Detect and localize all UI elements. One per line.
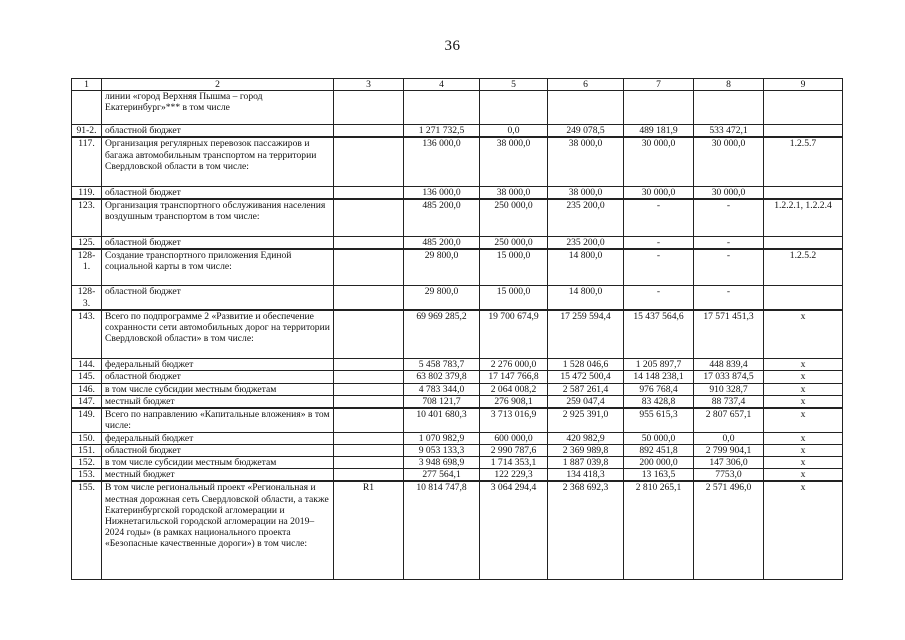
value-year-4: - [694, 199, 764, 236]
value-year-4: 7753,0 [694, 469, 764, 482]
value-year-3: 13 163,5 [624, 469, 694, 482]
value-year-3: 30 000,0 [624, 137, 694, 186]
row-number: 143. [72, 310, 102, 359]
column-header: 9 [764, 79, 843, 91]
value-year-3: - [624, 236, 694, 249]
value-year-4: 17 033 874,5 [694, 371, 764, 383]
row-code [334, 432, 404, 444]
value-year-3: 30 000,0 [624, 186, 694, 199]
table-row [72, 186, 843, 199]
value-total: 9 053 133,3 [404, 444, 480, 456]
table-row [72, 137, 843, 186]
value-year-4: 2 799 904,1 [694, 444, 764, 456]
row-code [334, 286, 404, 310]
target-reference: х [764, 383, 843, 395]
row-code [334, 186, 404, 199]
value-total: 277 564,1 [404, 469, 480, 482]
value-year-4: - [694, 236, 764, 249]
row-number: 145. [72, 371, 102, 383]
value-year-1: 122 229,3 [480, 469, 548, 482]
value-total: 485 200,0 [404, 236, 480, 249]
value-year-1: 250 000,0 [480, 236, 548, 249]
value-year-4: 910 328,7 [694, 383, 764, 395]
row-number: 117. [72, 137, 102, 186]
value-total: 10 814 747,8 [404, 481, 480, 579]
value-year-4: 88 737,4 [694, 395, 764, 408]
row-name: областной бюджет [102, 186, 334, 199]
column-header: 8 [694, 79, 764, 91]
value-year-1: 250 000,0 [480, 199, 548, 236]
row-code [334, 371, 404, 383]
row-code [334, 236, 404, 249]
target-reference: х [764, 371, 843, 383]
row-code [334, 125, 404, 138]
value-total: 4 783 344,0 [404, 383, 480, 395]
value-year-3: 14 148 238,1 [624, 371, 694, 383]
table-body [72, 91, 843, 580]
value-year-1: 38 000,0 [480, 137, 548, 186]
row-code [334, 395, 404, 408]
value-year-3: 892 451,8 [624, 444, 694, 456]
value-total: 136 000,0 [404, 186, 480, 199]
row-name: в том числе субсидии местным бюджетам [102, 456, 334, 468]
value-year-4: 448 839,4 [694, 359, 764, 371]
table-row [72, 432, 843, 444]
value-year-2 [548, 91, 624, 125]
value-year-2: 2 369 989,8 [548, 444, 624, 456]
value-year-3 [624, 91, 694, 125]
target-reference: х [764, 456, 843, 468]
value-year-3: 200 000,0 [624, 456, 694, 468]
value-year-1: 2 276 000,0 [480, 359, 548, 371]
row-name: Организация регулярных перевозок пассажиров и багажа автомобильным транспортом на территории Свердловской области в том числе: [102, 137, 334, 186]
value-year-3: 83 428,8 [624, 395, 694, 408]
row-number: 144. [72, 359, 102, 371]
value-total: 1 070 982,9 [404, 432, 480, 444]
value-total: 29 800,0 [404, 286, 480, 310]
row-code [334, 137, 404, 186]
column-header: 5 [480, 79, 548, 91]
column-header: 6 [548, 79, 624, 91]
table-row [72, 125, 843, 138]
row-number: 146. [72, 383, 102, 395]
row-name: Организация транспортного обслуживания населения воздушным транспортом в том числе: [102, 199, 334, 236]
value-year-3: - [624, 286, 694, 310]
value-total: 136 000,0 [404, 137, 480, 186]
row-code [334, 444, 404, 456]
row-name: линии «город Верхняя Пышма – город Екатеринбург»*** в том числе [102, 91, 334, 125]
value-year-1: 3 713 016,9 [480, 408, 548, 432]
page-number: 36 [444, 38, 461, 54]
row-name: Создание транспортного приложения Единой социальной карты в том числе: [102, 249, 334, 286]
target-reference [764, 125, 843, 138]
row-number: 150. [72, 432, 102, 444]
value-year-1: 1 714 353,1 [480, 456, 548, 468]
row-number: 149. [72, 408, 102, 432]
table-header-row [72, 79, 843, 91]
value-year-3: 489 181,9 [624, 125, 694, 138]
row-code [334, 310, 404, 359]
row-code [334, 456, 404, 468]
value-total: 63 802 379,8 [404, 371, 480, 383]
value-year-1: 19 700 674,9 [480, 310, 548, 359]
row-code: R1 [334, 481, 404, 579]
value-year-1: 2 990 787,6 [480, 444, 548, 456]
row-number: 119. [72, 186, 102, 199]
value-year-1: 2 064 008,2 [480, 383, 548, 395]
value-year-4: 0,0 [694, 432, 764, 444]
table-row [72, 408, 843, 432]
value-total: 29 800,0 [404, 249, 480, 286]
value-year-1: 276 908,1 [480, 395, 548, 408]
target-reference: х [764, 408, 843, 432]
target-reference: 1.2.5.7 [764, 137, 843, 186]
value-year-1: 600 000,0 [480, 432, 548, 444]
column-header: 3 [334, 79, 404, 91]
target-reference: 1.2.2.1, 1.2.2.4 [764, 199, 843, 236]
value-year-2: 17 259 594,4 [548, 310, 624, 359]
row-name: Всего по направлению «Капитальные вложения» в том числе: [102, 408, 334, 432]
row-name: областной бюджет [102, 286, 334, 310]
row-number: 151. [72, 444, 102, 456]
target-reference: х [764, 444, 843, 456]
value-year-1: 0,0 [480, 125, 548, 138]
value-year-2: 1 528 046,6 [548, 359, 624, 371]
table-row [72, 236, 843, 249]
row-code [334, 249, 404, 286]
value-year-2: 14 800,0 [548, 249, 624, 286]
target-reference: 1.2.5.2 [764, 249, 843, 286]
row-name: местный бюджет [102, 395, 334, 408]
value-year-1: 15 000,0 [480, 249, 548, 286]
column-header: 7 [624, 79, 694, 91]
table-row [72, 395, 843, 408]
value-year-2: 420 982,9 [548, 432, 624, 444]
row-code [334, 383, 404, 395]
row-code [334, 469, 404, 482]
value-total: 485 200,0 [404, 199, 480, 236]
value-total: 10 401 680,3 [404, 408, 480, 432]
row-number [72, 91, 102, 125]
row-name: местный бюджет [102, 469, 334, 482]
value-year-4: 17 571 451,3 [694, 310, 764, 359]
value-year-2: 14 800,0 [548, 286, 624, 310]
target-reference [764, 91, 843, 125]
value-year-1: 15 000,0 [480, 286, 548, 310]
target-reference: х [764, 481, 843, 579]
value-year-4: 533 472,1 [694, 125, 764, 138]
row-number: 147. [72, 395, 102, 408]
value-year-2: 235 200,0 [548, 236, 624, 249]
target-reference: х [764, 310, 843, 359]
row-number: 125. [72, 236, 102, 249]
row-code [334, 359, 404, 371]
value-year-2: 2 587 261,4 [548, 383, 624, 395]
table-row [72, 249, 843, 286]
row-number: 123. [72, 199, 102, 236]
value-year-4: - [694, 286, 764, 310]
value-year-4: 30 000,0 [694, 186, 764, 199]
target-reference [764, 286, 843, 310]
value-year-2: 1 887 039,8 [548, 456, 624, 468]
table-row [72, 481, 843, 579]
table-row [72, 383, 843, 395]
value-year-2: 38 000,0 [548, 137, 624, 186]
value-year-2: 235 200,0 [548, 199, 624, 236]
row-number: 128-3. [72, 286, 102, 310]
row-code [334, 199, 404, 236]
target-reference: х [764, 359, 843, 371]
table-row [72, 91, 843, 125]
row-name: в том числе субсидии местным бюджетам [102, 383, 334, 395]
column-header: 4 [404, 79, 480, 91]
value-year-3: 1 205 897,7 [624, 359, 694, 371]
table-row [72, 199, 843, 236]
row-name: областной бюджет [102, 371, 334, 383]
value-total: 708 121,7 [404, 395, 480, 408]
target-reference: х [764, 432, 843, 444]
value-year-4 [694, 91, 764, 125]
value-year-3: 976 768,4 [624, 383, 694, 395]
table-row [72, 444, 843, 456]
value-year-2: 249 078,5 [548, 125, 624, 138]
table-row [72, 371, 843, 383]
column-header: 1 [72, 79, 102, 91]
value-year-3: 50 000,0 [624, 432, 694, 444]
value-year-1: 17 147 766,8 [480, 371, 548, 383]
value-year-4: 30 000,0 [694, 137, 764, 186]
table-row [72, 456, 843, 468]
value-total: 69 969 285,2 [404, 310, 480, 359]
row-name: федеральный бюджет [102, 432, 334, 444]
value-year-2: 134 418,3 [548, 469, 624, 482]
row-code [334, 408, 404, 432]
value-year-2: 15 472 500,4 [548, 371, 624, 383]
value-year-4: - [694, 249, 764, 286]
table-row [72, 286, 843, 310]
row-number: 128-1. [72, 249, 102, 286]
value-total [404, 91, 480, 125]
value-year-2: 2 368 692,3 [548, 481, 624, 579]
value-year-4: 2 571 496,0 [694, 481, 764, 579]
row-number: 152. [72, 456, 102, 468]
value-year-4: 147 306,0 [694, 456, 764, 468]
value-year-2: 38 000,0 [548, 186, 624, 199]
value-year-1: 38 000,0 [480, 186, 548, 199]
column-header: 2 [102, 79, 334, 91]
row-name: федеральный бюджет [102, 359, 334, 371]
row-name: В том числе региональный проект «Региональная и местная дорожная сеть Свердловской области, а также Екатеринбургской городской агломерации и Нижнетагильской городской агломерации на 2019–2024 годы» (в рамках национального проекта «Безопасные качественные дороги») в том числе: [102, 481, 334, 579]
row-number: 155. [72, 481, 102, 579]
target-reference: х [764, 395, 843, 408]
value-year-2: 259 047,4 [548, 395, 624, 408]
value-year-3: - [624, 199, 694, 236]
value-year-3: - [624, 249, 694, 286]
value-total: 3 948 698,9 [404, 456, 480, 468]
value-year-4: 2 807 657,1 [694, 408, 764, 432]
value-year-3: 2 810 265,1 [624, 481, 694, 579]
table-row [72, 310, 843, 359]
row-name: областной бюджет [102, 444, 334, 456]
value-year-3: 15 437 564,6 [624, 310, 694, 359]
target-reference: х [764, 469, 843, 482]
row-name: Всего по подпрограмме 2 «Развитие и обеспечение сохранности сети автомобильных дорог на территории Свердловской области» в том числе: [102, 310, 334, 359]
target-reference [764, 186, 843, 199]
row-name: областной бюджет [102, 125, 334, 138]
row-code [334, 91, 404, 125]
row-name: областной бюджет [102, 236, 334, 249]
value-total: 5 458 783,7 [404, 359, 480, 371]
value-year-3: 955 615,3 [624, 408, 694, 432]
row-number: 91-2. [72, 125, 102, 138]
table-row [72, 469, 843, 482]
value-total: 1 271 732,5 [404, 125, 480, 138]
budget-table [71, 78, 843, 580]
value-year-2: 2 925 391,0 [548, 408, 624, 432]
value-year-1: 3 064 294,4 [480, 481, 548, 579]
value-year-1 [480, 91, 548, 125]
table-row [72, 359, 843, 371]
target-reference [764, 236, 843, 249]
row-number: 153. [72, 469, 102, 482]
